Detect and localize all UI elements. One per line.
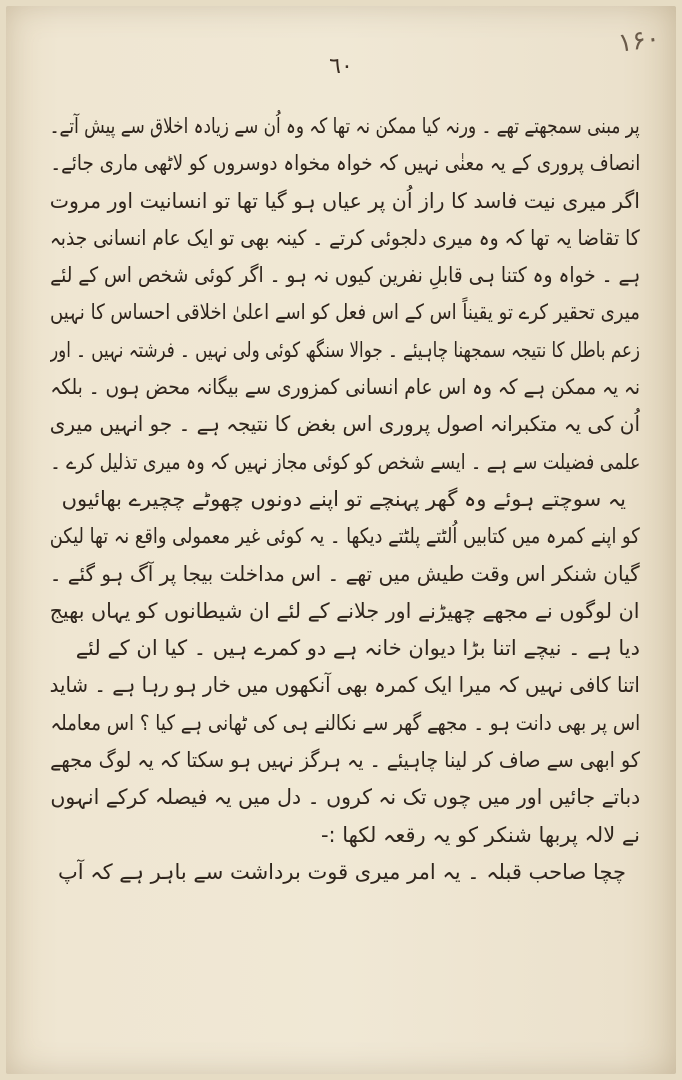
text-line: زعم باطل کا نتیجہ سمجھنا چاہیئے ۔ جوالا سنگھ کوئی ولی نہیں ۔ فرشتہ نہیں ۔ اور xyxy=(50,337,640,362)
text-line: اتنا کافی نہیں کہ میرا ایک کمرہ بھی آنکھوں میں خار ہو رہا ہے ۔ شاید xyxy=(50,673,640,698)
text-line: کا تقاضا یہ تھا کہ وہ میری دلجوئی کرتے ۔ کینہ بھی تو ایک عام انسانی جذبہ xyxy=(50,225,640,250)
text-line: نہ یہ ممکن ہے کہ وہ اس عام انسانی کمزوری سے بیگانہ محض ہوں ۔ بلکہ xyxy=(50,375,640,400)
text-line: اس پر بھی دانت ہو ۔ مجھے گھر سے نکالنے ہی کی ٹھانی ہے کیا ؟ اس معاملہ xyxy=(50,710,640,735)
text-line: نے لالہ پربھا شنکر کو یہ رقعہ لکھا :- xyxy=(320,822,640,847)
text-line: دیا ہے ۔ نیچے اتنا بڑا دیوان خانہ ہے دو کمرے ہیں ۔ کیا ان کے لئے xyxy=(75,636,640,661)
book-page xyxy=(6,6,676,1074)
text-line: کو ابھی سے صاف کر لینا چاہیئے ۔ یہ ہرگز نہیں ہو سکتا کہ یہ لوگ مجھے xyxy=(50,748,640,773)
text-line: میری تحقیر کرے تو یقیناً اس کے اس فعل کو اسے اعلیٰ اخلاقی احساس کا نہیں xyxy=(50,300,640,325)
text-line: اگر میری نیت فاسد کا راز اُن پر عیاں ہو گیا تھا تو انسانیت اور مروت xyxy=(50,188,640,213)
corner-handwritten-mark: ۱۶۰ xyxy=(616,23,662,59)
text-line: ان لوگوں نے مجھے چھیڑنے اور جلانے کے لئے ان شیطانوں کو یہاں بھیج xyxy=(50,598,640,623)
text-line: کو اپنے کمرہ میں کتابیں اُلٹتے پلٹتے دیکھا ۔ یہ کوئی غیر معمولی واقع نہ تھا لیکن xyxy=(50,524,640,549)
text-line: ہے ۔ خواہ وہ کتنا ہی قابلِ نفرین کیوں نہ ہو ۔ اگر کوئی شخص اس کے لئے xyxy=(50,263,640,288)
text-line: اُن کی یہ متکبرانہ اصول پروری اس بغض کا نتیجہ ہے ۔ جو انہیں میری xyxy=(50,412,640,437)
text-line: چچا صاحب قبلہ ۔ یہ امر میری قوت برداشت سے باہر ہے کہ آپ xyxy=(58,859,626,884)
text-line: گیان شنکر اس وقت طیش میں تھے ۔ اس مداخلت بیجا پر آگ ہو گئے ۔ xyxy=(50,561,640,586)
text-line: یہ سوچتے ہوئے وہ گھر پہنچے تو اپنے دونوں چھوٹے چچیرے بھائیوں xyxy=(61,486,626,511)
text-line: علمی فضیلت سے ہے ۔ ایسے شخص کو کوئی مجاز نہیں کہ وہ میری تذلیل کرے ۔ xyxy=(50,449,640,474)
text-line: پر مبنی سمجھتے تھے ۔ ورنہ کیا ممکن نہ تھا کہ وہ اُن سے زیادہ اخلاق سے پیش آتے۔ xyxy=(50,114,640,138)
page-number: ٦٠ xyxy=(329,54,353,79)
handwritten-urdu-text xyxy=(50,108,640,891)
text-line: دباتے جائیں اور میں چوں تک نہ کروں ۔ دل میں یہ فیصلہ کرکے انہوں xyxy=(50,785,640,810)
text-line: انصاف پروری کے یہ معنٰی نہیں کہ خواہ مخواہ دوسروں کو لاٹھی ماری جائے۔ xyxy=(50,151,640,176)
